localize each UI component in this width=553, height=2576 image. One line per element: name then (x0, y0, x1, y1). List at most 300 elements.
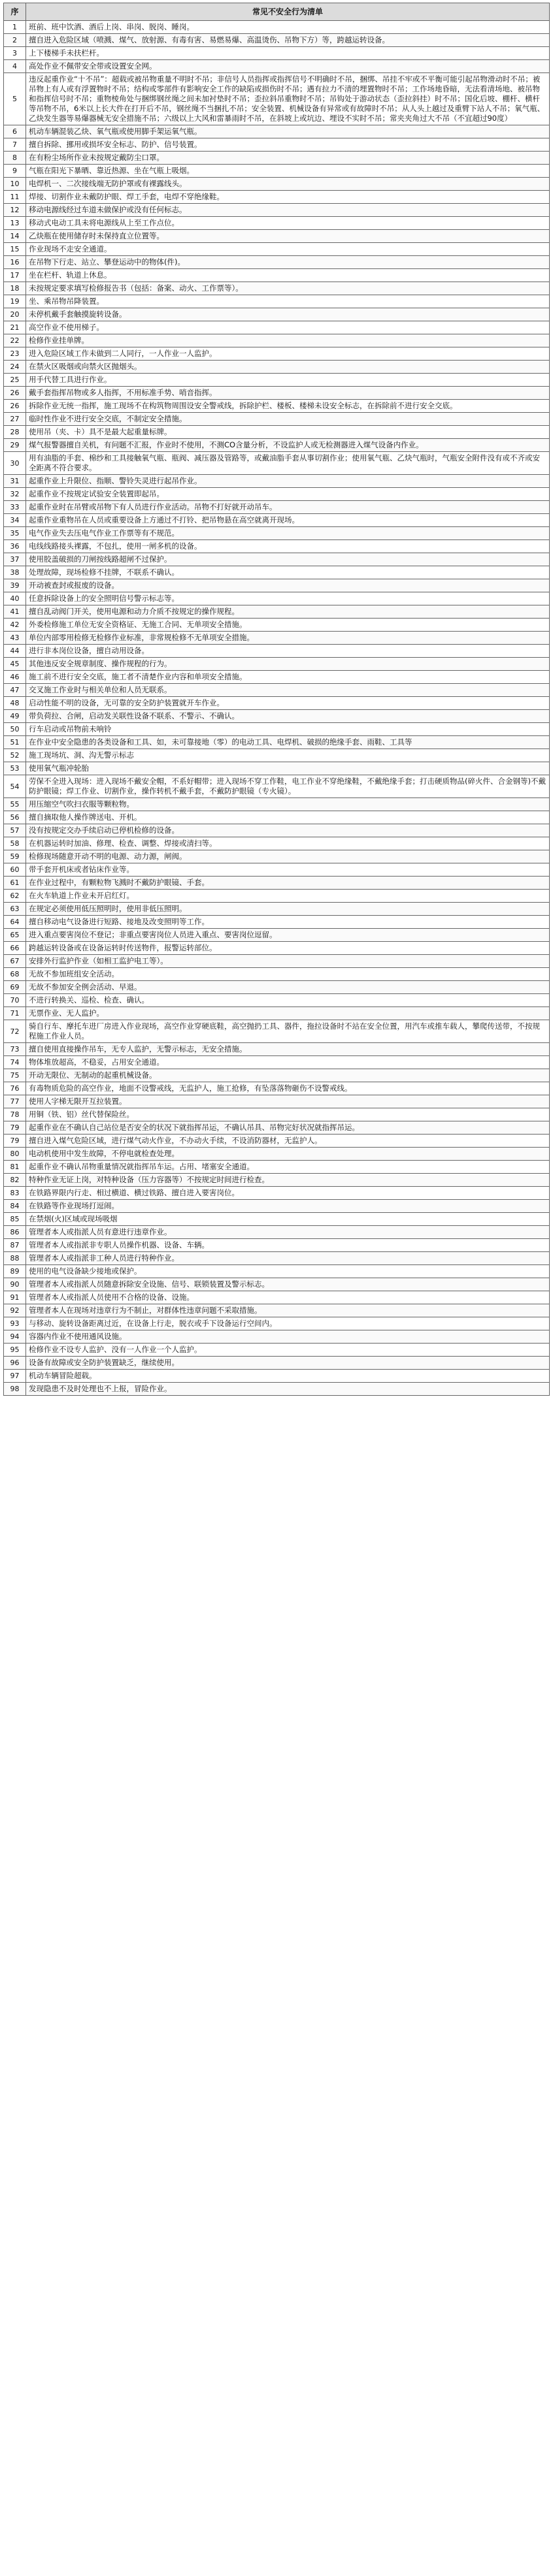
row-number: 46 (4, 671, 26, 684)
row-number: 88 (4, 1252, 26, 1265)
row-description: 坐、乘吊物吊降装置。 (26, 295, 550, 308)
row-description: 擅自乱动阀门开关，使用电源和动力介质不按规定的操作规程。 (26, 605, 550, 619)
row-number: 51 (4, 736, 26, 749)
row-description: 焊接、切割作业未戴防护眼、焊工手套，电焊不穿绝缘鞋。 (26, 191, 550, 204)
row-description: 在作业过程中，有颗粒物飞溅时不戴防护眼镜、手套。 (26, 877, 550, 890)
table-body (4, 21, 550, 1396)
row-description: 跨越运转设备或在设备运转时传送物件，报警运转部位。 (26, 942, 550, 955)
row-description: 使用的电气设备缺少接地或保护。 (26, 1265, 550, 1278)
table-row (4, 566, 550, 579)
table-row (4, 645, 550, 658)
row-description: 电动机使用中发生故障，不停电就检查处理。 (26, 1148, 550, 1161)
table-row (4, 321, 550, 334)
row-number: 36 (4, 540, 26, 553)
row-number: 81 (4, 1161, 26, 1174)
row-description: 进入危险区域工作未做到二人同行，一人作业一人监护。 (26, 347, 550, 361)
row-description: 施工前不进行安全交底，施工者不清楚作业内容和单项安全措施。 (26, 671, 550, 684)
row-number: 6 (4, 125, 26, 138)
row-number: 97 (4, 1370, 26, 1383)
row-number: 70 (4, 994, 26, 1007)
row-number: 37 (4, 553, 26, 566)
table-row (4, 1082, 550, 1095)
table-row (4, 475, 550, 488)
row-number: 75 (4, 1069, 26, 1082)
row-description: 用铜（铁、铝）丝代替保险丝。 (26, 1108, 550, 1121)
row-number: 45 (4, 658, 26, 671)
row-number: 28 (4, 426, 26, 439)
row-number: 2 (4, 34, 26, 47)
row-description: 起重作业在不确认自己站位是否安全的状况下就指挥吊运，不确认吊具、吊物完好状况就指挥吊运。 (26, 1121, 550, 1135)
table-row (4, 282, 550, 295)
row-description: 擅自摘取他人操作牌送电、开机。 (26, 811, 550, 824)
row-description: 使用人字梯无限开互拉装置。 (26, 1095, 550, 1108)
table-row (4, 165, 550, 178)
table-row (4, 903, 550, 916)
row-number: 11 (4, 191, 26, 204)
table-row (4, 619, 550, 632)
row-number: 72 (4, 1020, 26, 1043)
row-number: 79 (4, 1121, 26, 1135)
table-row (4, 658, 550, 671)
row-description: 拆除作业无统一指挥，施工现场不在构筑物周围设安全警戒线，拆除护栏、楼板、楼梯未设安全标志，在拆除前不进行安全交底。 (26, 400, 550, 413)
row-description: 气瓶在阳光下暴晒、靠近热源、坐在气瓶上吸烟。 (26, 165, 550, 178)
row-number: 15 (4, 243, 26, 256)
row-number: 73 (4, 1043, 26, 1056)
table-row (4, 138, 550, 152)
table-row (4, 1304, 550, 1317)
row-number: 8 (4, 152, 26, 165)
row-description: 起重作业时在吊臂或吊物下有人员进行作业活动。吊物不打好就开动吊车。 (26, 501, 550, 514)
row-number: 66 (4, 942, 26, 955)
table-row (4, 1007, 550, 1020)
row-number: 18 (4, 282, 26, 295)
row-description: 使用吊（夹、卡）具不是最大起重量标牌。 (26, 426, 550, 439)
row-description: 用压缩空气吹扫衣服等颗粒物。 (26, 798, 550, 811)
table-row (4, 890, 550, 903)
table-row (4, 1278, 550, 1291)
row-description: 开动无限位、无制动的起重机械设备。 (26, 1069, 550, 1082)
row-number: 35 (4, 527, 26, 540)
table-row (4, 916, 550, 929)
row-number: 24 (4, 361, 26, 374)
table-row (4, 1370, 550, 1383)
row-description: 任意拆除设备上的安全照明信号警示标志等。 (26, 592, 550, 605)
row-number: 62 (4, 890, 26, 903)
row-description: 电焊机一、二次接线端无防护罩或有裸露线头。 (26, 178, 550, 191)
table-row (4, 837, 550, 850)
table-row (4, 955, 550, 968)
row-description: 使用氧气瓶冲轮胎 (26, 762, 550, 775)
row-number: 71 (4, 1007, 26, 1020)
row-description: 擅自移动电气设备进行短路、接地及改变照明等工作。 (26, 916, 550, 929)
row-description: 没有按规定交办手续启动已停机检修的设备。 (26, 824, 550, 837)
row-number: 53 (4, 762, 26, 775)
row-number: 32 (4, 488, 26, 501)
table-row (4, 877, 550, 890)
table-row (4, 1252, 550, 1265)
table-header-row (4, 3, 550, 21)
table-row (4, 579, 550, 592)
row-description: 起重作业上升限位、指顺、警铃失灵进行起吊作业。 (26, 475, 550, 488)
row-description: 带手套开机床或者钻床作业等。 (26, 863, 550, 877)
table-row (4, 929, 550, 942)
row-description: 未停机戴手套触摸旋转设备。 (26, 308, 550, 321)
row-description: 与移动、旋转设备距离过近，在设备上行走，脱衣或手下设备运行空间内。 (26, 1317, 550, 1330)
row-number: 9 (4, 165, 26, 178)
row-number: 74 (4, 1056, 26, 1069)
row-number: 60 (4, 863, 26, 877)
row-description: 移动式电动工具未将电源线从上至工作点位。 (26, 217, 550, 230)
row-number: 30 (4, 452, 26, 475)
row-number: 34 (4, 514, 26, 527)
row-number: 79 (4, 1135, 26, 1148)
row-number: 33 (4, 501, 26, 514)
row-number: 67 (4, 955, 26, 968)
table-row (4, 981, 550, 994)
table-row (4, 47, 550, 60)
table-row (4, 295, 550, 308)
row-number: 95 (4, 1344, 26, 1357)
row-description: 移动电源线经过车道未做保护或没有任何标志。 (26, 204, 550, 217)
table-row (4, 1020, 550, 1043)
row-description: 其他违反安全规章制度、操作规程的行为。 (26, 658, 550, 671)
row-description: 电气作业失去压电气作业工作票等有不规范。 (26, 527, 550, 540)
table-row (4, 152, 550, 165)
table-row (4, 775, 550, 798)
row-description: 机动车辆混装乙炔、氧气瓶或使用脚手架运氧气瓶。 (26, 125, 550, 138)
row-description: 起重作业重物吊在人员或重要设备上方通过不打铃、把吊物悬在高空就离开现场。 (26, 514, 550, 527)
table-row (4, 1135, 550, 1148)
table-row (4, 60, 550, 73)
row-description: 管理者本人或指派人员使用不合格的设备、设施。 (26, 1291, 550, 1304)
row-number: 94 (4, 1330, 26, 1344)
table-row (4, 1317, 550, 1330)
row-description: 擅自使用直接操作吊车，无专人监护，无警示标志，无安全措施。 (26, 1043, 550, 1056)
row-description: 有毒物质危险的高空作业，地面不设警戒线，无监护人，施工抢修，有坠落落物砸伤不设警戒线。 (26, 1082, 550, 1095)
row-number: 90 (4, 1278, 26, 1291)
table-row (4, 488, 550, 501)
table-row (4, 1056, 550, 1069)
row-description: 在作业中安全隐患的各类设备和工具、如，未可靠接地（零）的电动工具、电焊机、破损的绝缘手套、雨鞋、工具等 (26, 736, 550, 749)
table-row (4, 426, 550, 439)
row-number: 76 (4, 1082, 26, 1095)
row-description: 交叉施工作业时与相关单位和人员无联系。 (26, 684, 550, 697)
table-row (4, 1095, 550, 1108)
table-row (4, 269, 550, 282)
row-number: 25 (4, 374, 26, 387)
row-description: 检修现场随意开动不明的电源、动力源，闸阀。 (26, 850, 550, 863)
table-row (4, 308, 550, 321)
table-row (4, 1174, 550, 1187)
row-number: 91 (4, 1291, 26, 1304)
row-description: 在禁火区吸烟或向禁火区抛烟头。 (26, 361, 550, 374)
table-row (4, 361, 550, 374)
row-number: 16 (4, 256, 26, 269)
row-description: 临时性作业不进行安全交底，不制定安全措施。 (26, 413, 550, 426)
table-row (4, 1357, 550, 1370)
row-description: 在铁路等作业现场打逗闹。 (26, 1200, 550, 1213)
table-row (4, 230, 550, 243)
table-row (4, 824, 550, 837)
row-description: 设备有故障或安全防护装置缺乏，继续使用。 (26, 1357, 550, 1370)
table-row (4, 514, 550, 527)
table-row (4, 1200, 550, 1213)
row-number: 82 (4, 1174, 26, 1187)
table-row (4, 413, 550, 426)
row-number: 83 (4, 1187, 26, 1200)
row-number: 64 (4, 916, 26, 929)
table-row (4, 34, 550, 47)
row-number: 14 (4, 230, 26, 243)
table-row (4, 863, 550, 877)
row-description: 管理者本人或指派人员随意拆除安全设施、信号、联锁装置及警示标志。 (26, 1278, 550, 1291)
row-number: 21 (4, 321, 26, 334)
row-description: 检修作业挂单牌。 (26, 334, 550, 347)
row-description: 擅自进入煤气危险区域，进行煤气动火作业，不办动火手续，不设消防器材，无监护人。 (26, 1135, 550, 1148)
table-row (4, 1161, 550, 1174)
table-row (4, 798, 550, 811)
row-description: 用手代替工具进行作业。 (26, 374, 550, 387)
row-description: 电线线路接头裸露，不包扎，使用一闸多机的设备。 (26, 540, 550, 553)
row-description: 高处作业不佩带安全带或设置安全网。 (26, 60, 550, 73)
table-row (4, 1043, 550, 1056)
table-row (4, 527, 550, 540)
row-number: 77 (4, 1095, 26, 1108)
table-row (4, 736, 550, 749)
table-row (4, 217, 550, 230)
table-row (4, 710, 550, 723)
table-row (4, 632, 550, 645)
table-row (4, 204, 550, 217)
row-description: 上下楼梯手未扶栏杆。 (26, 47, 550, 60)
row-description: 擅自进入危险区域（喷溅、煤气、放射源、有毒有害、易燃易爆、高温烫伤、吊物下方）等，跨越运转设备。 (26, 34, 550, 47)
row-description: 违反起重作业“十不吊”：超载或被吊物重量不明时不吊；非信号人员指挥或指挥信号不明确时不吊，捆绑、吊挂不牢或不平衡可能引起吊物滑动时不吊；被吊物上有人或有浮置物时不吊；结构或零部件有影响安全工作的缺陷或损伤时不吊；遇有拉力不清的埋置物时不吊；工作场地昏暗，无法看清场地、被吊物和指挥信号时不吊；重物棱角处与捆绑钢丝绳之间未加衬垫时不吊；歪拉斜吊重物时不吊；吊钩处于游动状态（歪拉斜挂）时不吊；国化后坡、棚杆、横杆等吊物不吊，6米以上长大件在打开后不吊，钢丝绳不当捆扎不吊；安全装置、机械设备有异常或有故障时不吊；从人头上越过及重臂下站人不吊；氧气瓶、乙炔发生器等易爆器械无安全措施不吊；六级以上大风和雷暴雨时不吊，在斜坡上或坑边、埋设不实时不吊；常夹夹角过大不吊（不宜超过90度） (26, 73, 550, 125)
row-description: 不进行转换关、巡检、检查、确认。 (26, 994, 550, 1007)
table-row (4, 723, 550, 736)
table-row (4, 994, 550, 1007)
table-row (4, 1148, 550, 1161)
row-number: 1 (4, 21, 26, 34)
table-row (4, 1187, 550, 1200)
table-row (4, 1108, 550, 1121)
table-row (4, 243, 550, 256)
row-number: 48 (4, 697, 26, 710)
table-row (4, 553, 550, 566)
row-description: 管理者本人或指派非专职人员操作机器、设备、车辆。 (26, 1239, 550, 1252)
row-number: 5 (4, 73, 26, 125)
row-description: 在火车轨道上作业未开启红灯。 (26, 890, 550, 903)
row-description: 无故不参加安全例会活动、早退。 (26, 981, 550, 994)
row-description: 管理者本人或指派非工种人员进行特种作业。 (26, 1252, 550, 1265)
row-description: 容器内作业不使用通风设施。 (26, 1330, 550, 1344)
row-number: 50 (4, 723, 26, 736)
row-number: 26 (4, 400, 26, 413)
table-row (4, 1226, 550, 1239)
row-description: 在规定必须使用低压照明时，使用非低压照明。 (26, 903, 550, 916)
table-row (4, 697, 550, 710)
column-header-number: 序 (4, 3, 26, 21)
table-row (4, 968, 550, 981)
row-number: 44 (4, 645, 26, 658)
row-description: 作业现场不走安全通道。 (26, 243, 550, 256)
row-number: 57 (4, 824, 26, 837)
unsafe-behavior-table (3, 3, 550, 1396)
row-number: 63 (4, 903, 26, 916)
table-row (4, 73, 550, 125)
row-number: 84 (4, 1200, 26, 1213)
table-row (4, 1213, 550, 1226)
row-description: 使用胶盖破损的刀闸按线路超闸不过保护。 (26, 553, 550, 566)
row-description: 在禁烟(火)区域或现场吸烟 (26, 1213, 550, 1226)
row-description: 安排外行监护作业（如相工监护电工等）。 (26, 955, 550, 968)
row-description: 进入重点要害岗位不登记；非重点要害岗位人员进入重点、要害岗位逗留。 (26, 929, 550, 942)
row-description: 物体堆放超高，不稳妥，占用安全通道。 (26, 1056, 550, 1069)
table-row (4, 125, 550, 138)
row-number: 93 (4, 1317, 26, 1330)
row-number: 96 (4, 1357, 26, 1370)
row-number: 47 (4, 684, 26, 697)
row-description: 擅自拆除、挪用或损坏安全标志、防护、信号装置。 (26, 138, 550, 152)
row-number: 40 (4, 592, 26, 605)
row-description: 进行非本岗位设备，擅自动用设备。 (26, 645, 550, 658)
row-description: 外委检修施工单位无安全资格证、无施工合同、无单项安全措施。 (26, 619, 550, 632)
row-description: 机动车辆冒险超载。 (26, 1370, 550, 1383)
table-row (4, 452, 550, 475)
row-number: 22 (4, 334, 26, 347)
row-number: 43 (4, 632, 26, 645)
table-title: 常见不安全行为清单 (26, 3, 550, 21)
row-number: 38 (4, 566, 26, 579)
table-row (4, 21, 550, 34)
row-number: 29 (4, 439, 26, 452)
table-row (4, 191, 550, 204)
row-number: 52 (4, 749, 26, 762)
table-row (4, 374, 550, 387)
table-row (4, 387, 550, 400)
table-row (4, 762, 550, 775)
row-number: 17 (4, 269, 26, 282)
row-description: 开动被查封或报废的设备。 (26, 579, 550, 592)
row-description: 班前、班中饮酒、酒后上岗、串岗、脱岗、睡岗。 (26, 21, 550, 34)
row-description: 特种作业无证上岗，对特种设备（压力容器等）不按规定时间进行检查。 (26, 1174, 550, 1187)
row-description: 高空作业不使用梯子。 (26, 321, 550, 334)
row-description: 启动性能不明的设备，无可靠的安全防护装置就开车作业。 (26, 697, 550, 710)
row-number: 78 (4, 1108, 26, 1121)
table-row (4, 1239, 550, 1252)
table-row (4, 439, 550, 452)
row-number: 68 (4, 968, 26, 981)
table-row (4, 400, 550, 413)
table-row (4, 178, 550, 191)
table-row (4, 811, 550, 824)
table-row (4, 347, 550, 361)
row-description: 无故不参加班组安全活动。 (26, 968, 550, 981)
row-description: 施工现场坑、洞、沟无警示标志 (26, 749, 550, 762)
row-description: 在铁路界限内行走、相过横道、横过铁路、擅自进入要害岗位。 (26, 1187, 550, 1200)
row-number: 23 (4, 347, 26, 361)
row-description: 行车启动或吊物前未响铃 (26, 723, 550, 736)
row-description: 起重作业不按规定试验安全装置即起吊。 (26, 488, 550, 501)
row-number: 12 (4, 204, 26, 217)
row-number: 56 (4, 811, 26, 824)
table-row (4, 684, 550, 697)
row-number: 19 (4, 295, 26, 308)
table-row (4, 605, 550, 619)
row-number: 49 (4, 710, 26, 723)
row-number: 54 (4, 775, 26, 798)
row-description: 在有粉尘场所作业未按规定戴防尘口罩。 (26, 152, 550, 165)
table-row (4, 1069, 550, 1082)
row-description: 检修作业不设专人监护、没有一人作业一个人监护。 (26, 1344, 550, 1357)
row-number: 69 (4, 981, 26, 994)
table-row (4, 749, 550, 762)
row-description: 无票作业、无人监护。 (26, 1007, 550, 1020)
row-number: 87 (4, 1239, 26, 1252)
table-row (4, 1265, 550, 1278)
row-description: 戴手套指挥吊物或多人指挥，不用标准手势、哨音指挥。 (26, 387, 550, 400)
row-description: 乙炔瓶在使用储存时未保持直立位置等。 (26, 230, 550, 243)
table-row (4, 850, 550, 863)
row-description: 骑自行车、摩托车进厂房进入作业现场，高空作业穿硬底鞋，高空抛扔工具、器件，拖拉设备时不站在安全位置，用汽车或推车载人，攀爬传送带，不按规程施工作业人员。 (26, 1020, 550, 1043)
row-description: 处理故障，现场检修不挂牌，不联系不确认。 (26, 566, 550, 579)
table-row (4, 1121, 550, 1135)
row-number: 55 (4, 798, 26, 811)
row-number: 98 (4, 1383, 26, 1396)
row-number: 42 (4, 619, 26, 632)
table-row (4, 1330, 550, 1344)
row-description: 用有油脂的手套、棉纱和工具接触氧气瓶、瓶阀、减压器及管路等，或戴油脂手套从事切割作业；使用氧气瓶、乙炔气瓶时，气瓶安全附件没有或不齐或安全距离不符合要求。 (26, 452, 550, 475)
row-number: 10 (4, 178, 26, 191)
row-description: 未按规定要求填写检修报告书（包括：备案、动火、工作票等）。 (26, 282, 550, 295)
row-number: 27 (4, 413, 26, 426)
row-description: 单位内部零用检修无检修作业标准，非常规检修不无单项安全措施。 (26, 632, 550, 645)
row-description: 在吊物下行走、站立、攀登运动中的物体(件)。 (26, 256, 550, 269)
row-number: 4 (4, 60, 26, 73)
table-row (4, 671, 550, 684)
table-row (4, 1291, 550, 1304)
row-number: 89 (4, 1265, 26, 1278)
row-description: 发现隐患不及时处理也不上报，冒险作业。 (26, 1383, 550, 1396)
table-row (4, 501, 550, 514)
table-row (4, 1344, 550, 1357)
row-number: 80 (4, 1148, 26, 1161)
row-number: 39 (4, 579, 26, 592)
row-number: 85 (4, 1213, 26, 1226)
table-row (4, 942, 550, 955)
row-description: 管理者本人在现场对违章行为不制止，对群体性违章问题不采取措施。 (26, 1304, 550, 1317)
table-row (4, 592, 550, 605)
row-number: 20 (4, 308, 26, 321)
row-description: 带负荷拉、合闸，启动发关联性设备不联系、不警示、不确认。 (26, 710, 550, 723)
row-number: 3 (4, 47, 26, 60)
row-number: 86 (4, 1226, 26, 1239)
row-description: 管理者本人或指派人员有意进行违章作业。 (26, 1226, 550, 1239)
table-row (4, 540, 550, 553)
row-number: 59 (4, 850, 26, 863)
row-description: 坐在栏杆、轨道上休息。 (26, 269, 550, 282)
row-description: 煤气报警器擅自关机，有问题不汇报，作业时不使用，不测CO含量分析，不设监护人或无检测器进入煤气设备内作业。 (26, 439, 550, 452)
table-row (4, 334, 550, 347)
row-number: 7 (4, 138, 26, 152)
table-row (4, 256, 550, 269)
row-number: 65 (4, 929, 26, 942)
table-row (4, 1383, 550, 1396)
row-number: 61 (4, 877, 26, 890)
row-number: 26 (4, 387, 26, 400)
row-number: 41 (4, 605, 26, 619)
row-number: 58 (4, 837, 26, 850)
row-description: 劳保不全进入现场：进入现场不戴安全帽，不系好帽带；进入现场不穿工作鞋，电工作业不穿绝缘鞋，不戴绝缘手套；打击硬质物品(碎火件、合金钢等)不戴防护眼镜；焊工作业、切割作业，操作转机不戴手套，不戴防护眼镜（专火镜）。 (26, 775, 550, 798)
